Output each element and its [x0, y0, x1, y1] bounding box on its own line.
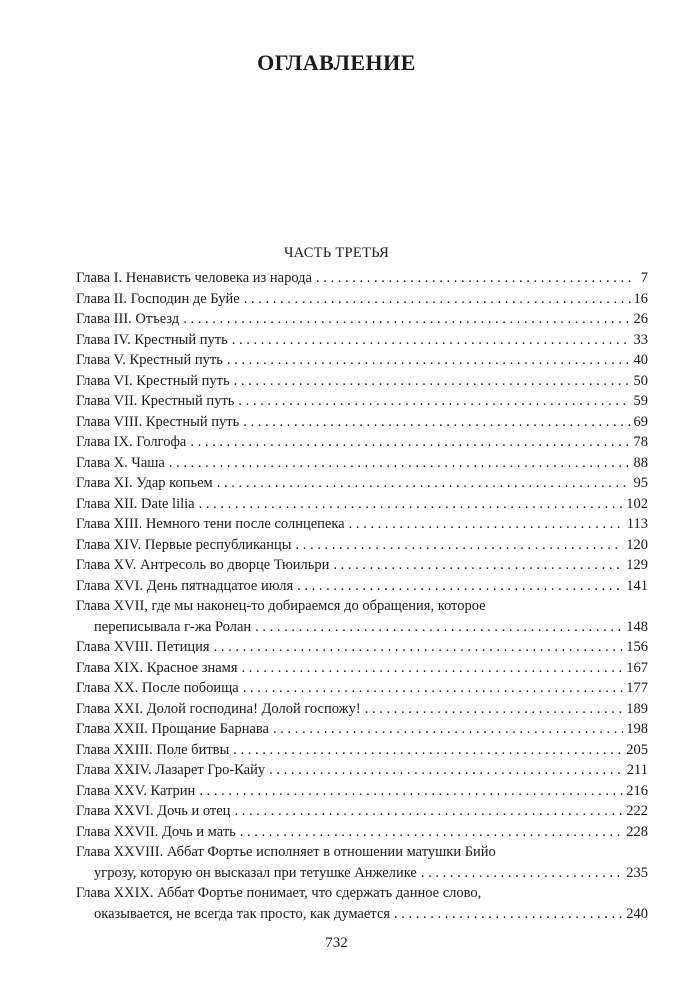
toc-entry-title: Глава XXV. Катрин	[76, 782, 196, 799]
dot-leader	[295, 535, 623, 556]
toc-entry-page: 228	[626, 823, 648, 840]
toc-entry[interactable]	[76, 555, 648, 576]
dot-leader	[227, 350, 631, 371]
toc-entry-page: 50	[633, 372, 648, 389]
dot-leader	[169, 453, 631, 474]
toc-entry-title: оказывается, не всегда так просто, как думается	[94, 905, 390, 922]
toc-entry-page: 26	[633, 311, 648, 327]
dot-leader	[316, 268, 631, 289]
toc-entry-title: Глава IV. Крестный путь	[76, 331, 228, 348]
dot-leader	[232, 330, 631, 351]
toc-entry[interactable]	[76, 514, 648, 535]
toc-entry-page: 189	[626, 700, 648, 717]
toc-entry-page: 177	[626, 680, 648, 696]
toc-entry-title: Глава VI. Крестный путь	[76, 372, 230, 389]
toc-entry-title: Глава XII. Date lilia	[76, 495, 195, 512]
toc-entry-title: Глава V. Крестный путь	[76, 352, 223, 368]
toc-entry-page: 102	[626, 495, 648, 512]
toc-entry-title: Глава I. Ненависть человека из народа	[76, 270, 312, 286]
toc-entry[interactable]	[76, 637, 648, 658]
toc-entry-title: переписывала г-жа Ролан	[94, 618, 252, 635]
dot-leader	[234, 801, 623, 822]
dot-leader	[244, 289, 631, 310]
toc-entry-title: Глава XXVI. Дочь и отец	[76, 803, 231, 819]
toc-entry-page: 95	[633, 475, 648, 491]
toc-entry-title: Глава XXVII. Дочь и мать	[76, 823, 236, 840]
toc-entry-title: Глава III. Отъезд	[76, 311, 180, 327]
toc-entry-title: Глава XIII. Немного тени после солнцепека	[76, 516, 345, 532]
toc-entry-title-line: Глава XXIX. Аббат Фортье понимает, что сдержать данное слово,	[76, 885, 482, 901]
dot-leader	[273, 719, 623, 740]
toc-entry[interactable]	[76, 842, 648, 883]
toc-entry[interactable]	[76, 268, 648, 289]
toc-entry-title: Глава XXIII. Поле битвы	[76, 741, 230, 758]
toc-entry[interactable]	[76, 678, 648, 699]
toc-entry-page: 141	[626, 577, 648, 594]
toc-entry-page: 222	[626, 803, 648, 819]
toc-entry[interactable]	[76, 453, 648, 474]
toc-entry-page: 88	[633, 454, 648, 471]
toc-entry[interactable]	[76, 740, 648, 761]
toc-entry[interactable]	[76, 883, 648, 924]
dot-leader	[199, 494, 624, 515]
toc-entry-page: 69	[633, 413, 648, 430]
toc-entry[interactable]	[76, 760, 648, 781]
toc-entry[interactable]	[76, 473, 648, 494]
toc-entry-title: Глава XXI. Долой господина! Долой госпожу!	[76, 700, 361, 717]
dot-leader	[421, 863, 623, 884]
toc-entry-page: 216	[626, 782, 648, 799]
dot-leader	[243, 412, 630, 433]
dot-leader	[365, 699, 624, 720]
toc-entry[interactable]	[76, 801, 648, 822]
toc-entry-page: 78	[633, 434, 648, 450]
toc-entry-page: 198	[626, 721, 648, 737]
toc-entry[interactable]	[76, 350, 648, 371]
dot-leader	[234, 371, 631, 392]
toc-entry-title: Глава XXIV. Лазарет Гро-Кайу	[76, 762, 266, 778]
toc-entry-page: 16	[633, 290, 648, 307]
toc-entry-title: Глава IX. Голгофа	[76, 434, 187, 450]
dot-leader	[243, 678, 624, 699]
toc-entry-title: Глава XVIII. Петиция	[76, 639, 210, 655]
toc-entry-page: 7	[640, 270, 648, 286]
table-of-contents	[76, 268, 648, 924]
toc-entry[interactable]	[76, 719, 648, 740]
toc-entry[interactable]	[76, 822, 648, 843]
toc-entry[interactable]	[76, 309, 648, 330]
toc-entry[interactable]	[76, 596, 648, 637]
toc-entry-page: 205	[626, 741, 648, 758]
toc-entry[interactable]	[76, 391, 648, 412]
dot-leader	[394, 904, 623, 925]
toc-entry[interactable]	[76, 494, 648, 515]
toc-entry-title-line: Глава XVII, где мы наконец-то добираемся до обращения, которое	[76, 598, 486, 614]
toc-entry-page: 59	[633, 393, 648, 409]
toc-entry[interactable]	[76, 576, 648, 597]
toc-entry-title: Глава XIX. Красное знамя	[76, 659, 238, 676]
toc-entry-title: Глава VIII. Крестный путь	[76, 413, 240, 430]
toc-entry[interactable]	[76, 535, 648, 556]
toc-entry[interactable]	[76, 781, 648, 802]
toc-entry-page: 156	[626, 639, 648, 655]
part-heading: ЧАСТЬ ТРЕТЬЯ	[283, 245, 390, 261]
dot-leader	[240, 822, 623, 843]
dot-leader	[233, 740, 623, 761]
page-number: 732	[325, 935, 348, 951]
dot-leader	[269, 760, 624, 781]
dot-leader	[183, 309, 630, 330]
toc-entry-title: Глава VII. Крестный путь	[76, 393, 235, 409]
toc-entry[interactable]	[76, 658, 648, 679]
dot-leader	[214, 637, 624, 658]
dot-leader	[199, 781, 623, 802]
dot-leader	[255, 617, 623, 638]
toc-entry[interactable]	[76, 432, 648, 453]
dot-leader	[217, 473, 631, 494]
toc-entry-page: 33	[633, 331, 648, 348]
toc-entry-page: 40	[633, 352, 648, 368]
toc-entry-title: Глава XXII. Прощание Барнава	[76, 721, 269, 737]
toc-entry-title: Глава XX. После побоища	[76, 680, 239, 696]
toc-entry[interactable]	[76, 412, 648, 433]
toc-entry-title: Глава XIV. Первые республиканцы	[76, 536, 292, 553]
toc-entry-page: 148	[626, 618, 648, 635]
page-title: ОГЛАВЛЕНИЕ	[257, 50, 416, 75]
toc-entry-title: угрозу, которую он высказал при тетушке Анжелике	[94, 864, 417, 881]
toc-entry-page: 240	[626, 905, 648, 922]
toc-entry-page: 167	[626, 659, 648, 676]
dot-leader	[349, 514, 624, 535]
toc-entry-page: 235	[626, 864, 648, 881]
toc-entry[interactable]	[76, 371, 648, 392]
toc-entry-page: 211	[626, 762, 648, 778]
dot-leader	[238, 391, 630, 412]
dot-leader	[190, 432, 630, 453]
toc-entry-page: 113	[626, 516, 648, 532]
dot-leader	[297, 576, 623, 597]
dot-leader	[242, 658, 624, 679]
toc-entry-title: Глава XV. Антресоль во дворце Тюильри	[76, 557, 330, 573]
toc-entry-title-line: Глава XXVIII. Аббат Фортье исполняет в отношении матушки Бийо	[76, 844, 496, 860]
toc-entry[interactable]	[76, 289, 648, 310]
toc-entry[interactable]	[76, 330, 648, 351]
toc-entry-title: Глава XI. Удар копьем	[76, 475, 213, 491]
toc-entry-title: Глава X. Чаша	[76, 454, 165, 471]
toc-entry-title: Глава XVI. День пятнадцатое июля	[76, 577, 294, 594]
toc-entry[interactable]	[76, 699, 648, 720]
dot-leader	[333, 555, 623, 576]
toc-entry-title: Глава II. Господин де Буйе	[76, 290, 240, 307]
toc-entry-page: 129	[626, 557, 648, 573]
toc-entry-page: 120	[626, 536, 648, 553]
